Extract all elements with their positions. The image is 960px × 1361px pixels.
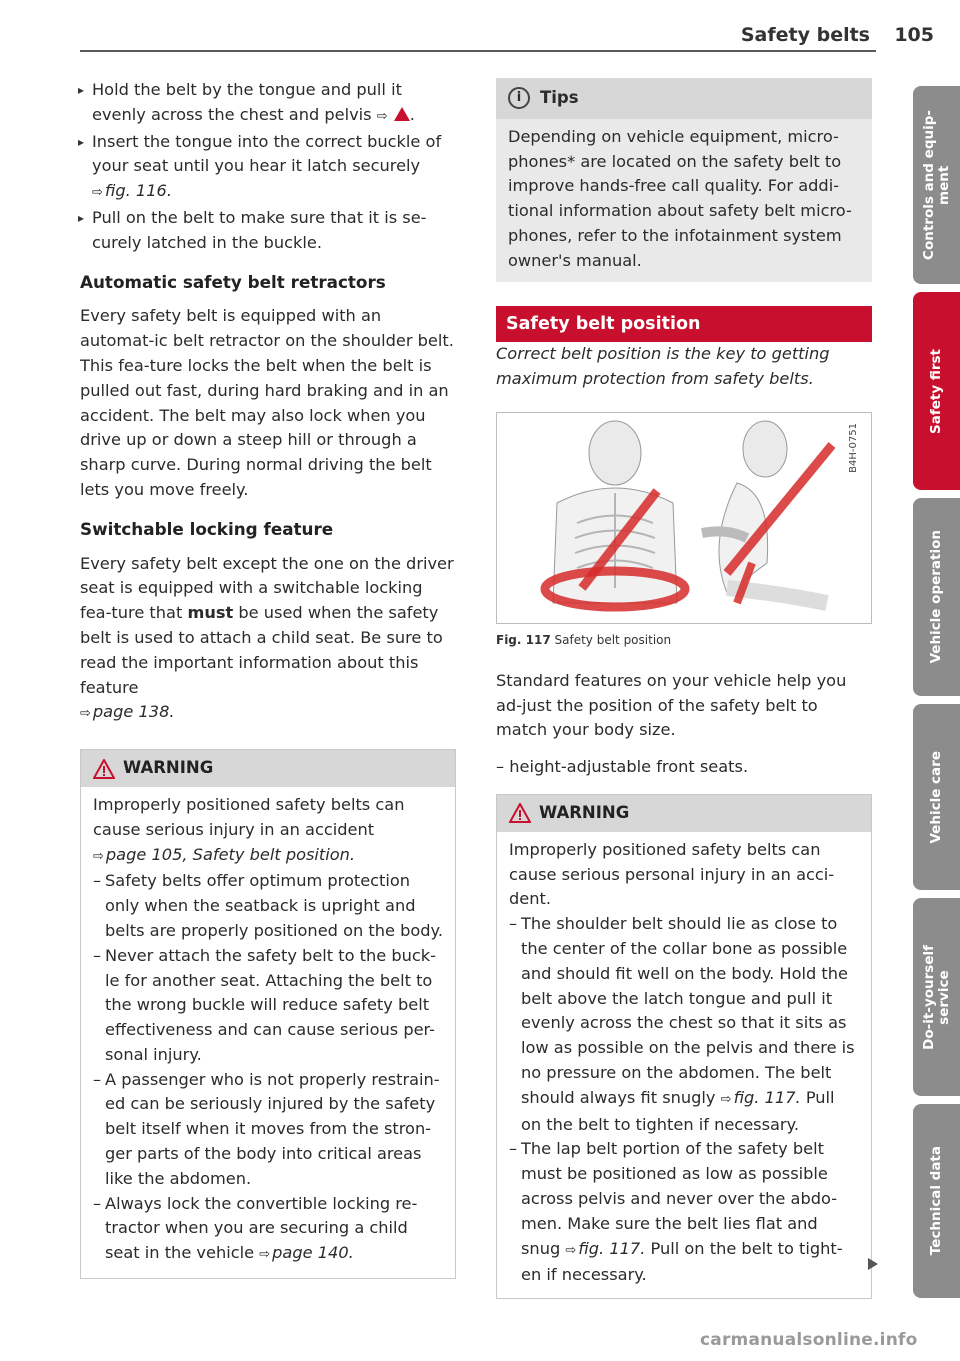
warning-triangle-icon xyxy=(509,803,531,823)
lead-text: Correct belt position is the key to getting maximum protection from safety belts. xyxy=(496,344,830,389)
page-number: 105 xyxy=(894,24,934,46)
tab-controls-and-equipment[interactable]: Controls and equip- ment xyxy=(913,86,960,284)
warning-box-left xyxy=(80,749,456,1279)
arrow-icon: ⇨ xyxy=(720,1091,732,1107)
paragraph-switchable: Every safety belt except the one on the driver seat is equipped with a switchable locking fea-ture that must be used when the safety belt is used to attach a child seat. Be sure to read the important information about this feature ⇨ page 138. xyxy=(80,553,454,722)
warning-header: WARNING xyxy=(81,750,455,787)
section-heading: Safety belt position xyxy=(496,306,872,343)
figure-safety-belt xyxy=(496,412,872,624)
warning-body: Improperly positioned safety belts can cause serious personal injury in an acci-dent. – The shoulder belt should lie as close to the center of the collar bone as possible and should fit well on the body. Hold the belt above the latch tongue and pull it evenly across the chest so that it sits as low as possible on the pelvis and there is no pressure on the abdomen. The belt should always fit snugly ⇨ fig. 117. Pull on the belt to tighten if necessary. – The lap belt portion of the safety belt must be positioned as low as possible across pelvis and never over the abdo-men. Make sure the belt lies flat and snug ⇨ fig. 117. Pull on the belt to tight-en if necessary. xyxy=(497,832,871,1298)
tab-vehicle-care[interactable]: Vehicle care xyxy=(913,704,960,890)
warning-item: – The shoulder belt should lie as close to the center of the collar bone as possible and should fit well on the body. Hold the belt above the latch tongue and pull it evenly across the chest so that it sits as low as possible on the pelvis and there is no pressure on the abdomen. The belt should always fit snugly ⇨ fig. 117. Pull on the belt to tighten if necessary. xyxy=(509,912,859,1137)
paragraph-height: – height-adjustable front seats. xyxy=(496,757,749,777)
left-column xyxy=(80,78,456,1279)
warning-triangle-icon xyxy=(93,759,115,779)
tab-technical-data[interactable]: Technical data xyxy=(913,1104,960,1298)
fig-ref[interactable]: ⇨ fig. 116. xyxy=(92,181,172,201)
warning-item: – Always lock the convertible locking re-tractor when you are securing a child seat in the vehicle ⇨ page 140. xyxy=(93,1192,443,1268)
warning-item: – The lap belt portion of the safety belt must be positioned as low as possible across pelvis and never over the abdo-men. Make sure the belt lies flat and snug ⇨ fig. 117. Pull on the belt to tight-en if necessary. xyxy=(509,1137,859,1288)
figure-caption: Fig. 117 Safety belt position xyxy=(496,632,672,647)
warning-box-right xyxy=(496,794,872,1299)
header-rule xyxy=(80,50,876,52)
arrow-icon: ⇨ xyxy=(259,1247,271,1263)
tips-body: Depending on vehicle equipment, micro-phones* are located on the safety belt to improve hands-free call quality. For addi-tional information about safety belt micro-phones, refer to the infotainment system owner's manual. xyxy=(508,126,852,270)
right-column xyxy=(496,78,872,1299)
arrow-icon: ⇨ xyxy=(92,185,103,201)
paragraph-retractors: Every safety belt is equipped with an automat-ic belt retractor on the shoulder belt. This fea-ture locks the belt when the belt is pulled out fast, during hard braking and in an accident. The belt may also lock when you drive up or down a steep hill or through a sharp curve. During normal driving the belt lets you move freely. xyxy=(80,306,454,499)
page-ref[interactable]: ⇨ page 140. xyxy=(259,1243,354,1263)
tab-do-it-yourself-service[interactable]: Do-it-yourself service xyxy=(913,898,960,1096)
info-icon: i xyxy=(508,87,530,109)
arrow-icon: ⇨ xyxy=(80,706,91,722)
fig-ref[interactable]: ⇨ fig. 117. xyxy=(720,1087,801,1107)
warning-triangle-icon xyxy=(394,107,410,121)
step-3: ▸ Pull on the belt to make sure that it is se- curely latched in the buckle. xyxy=(80,206,456,256)
heading-switchable: Switchable locking feature xyxy=(80,518,334,539)
arrow-icon: ⇨ xyxy=(565,1242,577,1258)
warning-header: WARNING xyxy=(497,795,871,832)
page-ref[interactable]: ⇨ page 105, Safety belt position. xyxy=(93,844,356,864)
continue-arrow-icon xyxy=(868,1258,878,1270)
watermark: carmanualsonline.info xyxy=(700,1330,918,1350)
figure-code: B4H-0751 xyxy=(848,422,860,473)
paragraph-standard: Standard features on your vehicle help you ad-just the position of the safety belt to match your body size. xyxy=(496,670,847,740)
page-ref[interactable]: ⇨ page 138. xyxy=(80,702,175,722)
tips-box xyxy=(496,78,872,282)
warning-item: – Safety belts offer optimum protection only when the seatback is upright and belts are properly positioned on the body. xyxy=(93,869,443,943)
step-2: ▸ Insert the tongue into the correct buckle of your seat until you hear it latch securely ⇨ fig. 116. xyxy=(80,130,456,206)
warning-item: – Never attach the safety belt to the buck-le for another seat. Attaching the belt to the wrong buckle will reduce safety belt effectiveness and can cause serious per-sonal injury. xyxy=(93,944,443,1068)
heading-retractors: Automatic safety belt retractors xyxy=(80,271,386,292)
step-1: ▸ Hold the belt by the tongue and pull it evenly across the chest and pelvis ⇨ . xyxy=(80,78,456,130)
belt-illustration xyxy=(497,413,871,621)
warning-body: Improperly positioned safety belts can cause serious injury in an accident ⇨ page 105, Safety belt position. – Safety belts offer optimum protection only when the seatback is upright and belts are properly positioned on the body. – Never attach the safety belt to the buck-le for another seat. Attaching the belt to the wrong buckle will reduce safety belt effectiveness and can cause serious per-sonal injury. – A passenger who is not properly restrain-ed can be seriously injured by the safety belt itself when it moves from the stron-ger parts of the body into critical areas like the abdomen. – Always lock the convertible locking re-tractor when you are securing a child seat in the vehicle ⇨ page 140. xyxy=(81,787,455,1278)
arrow-icon: ⇨ xyxy=(93,848,104,864)
tab-vehicle-operation[interactable]: Vehicle operation xyxy=(913,498,960,696)
fig-ref[interactable]: ⇨ fig. 117. xyxy=(565,1238,646,1258)
tab-safety-first[interactable]: Safety first xyxy=(913,292,960,490)
header-section-title: Safety belts xyxy=(740,24,870,46)
tips-header: i Tips xyxy=(496,78,872,119)
arrow-icon: ⇨ xyxy=(376,108,388,124)
warning-item: – A passenger who is not properly restrain-ed can be seriously injured by the safety belt itself when it moves from the stron-ger parts of the body into critical areas like the abdomen. xyxy=(93,1068,443,1192)
